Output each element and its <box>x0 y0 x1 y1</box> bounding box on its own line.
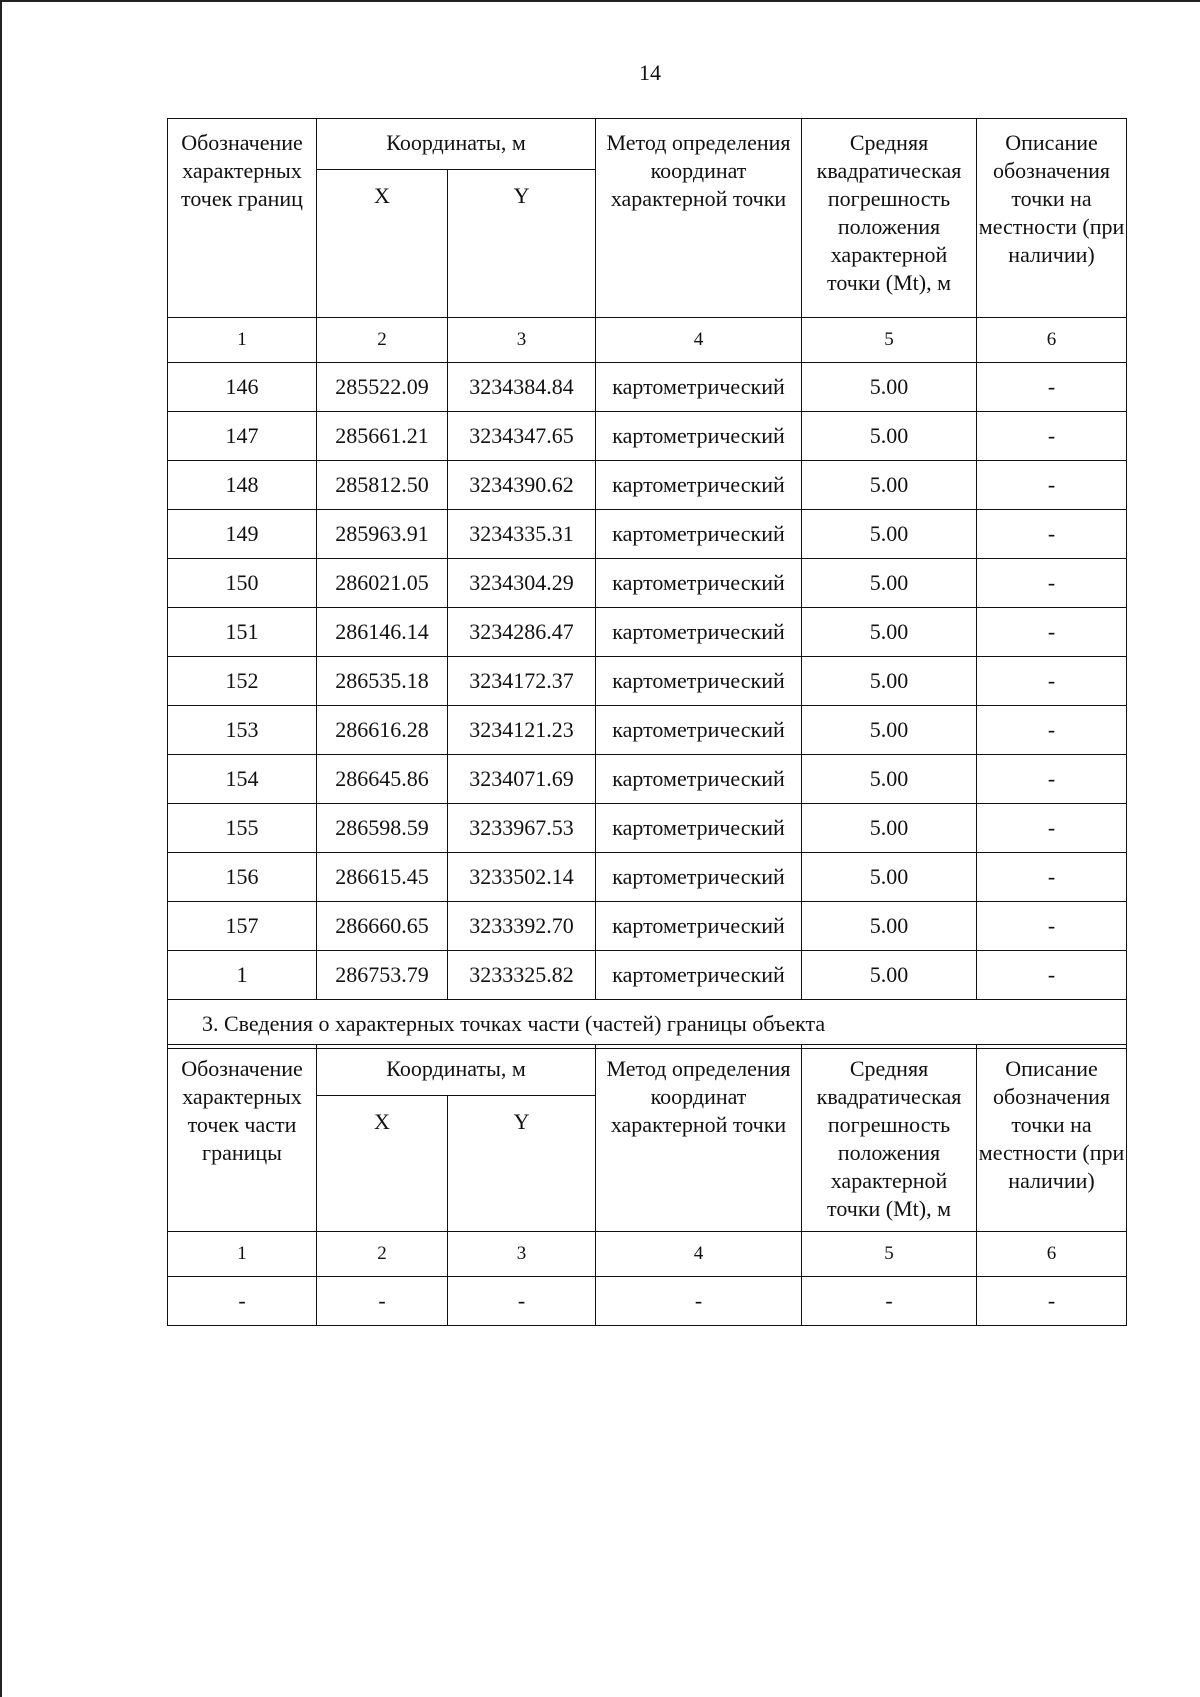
page-border-left <box>0 0 2 1697</box>
y-cell: 3234335.31 <box>448 510 596 559</box>
description-cell: - <box>977 608 1127 657</box>
x-cell: 286615.45 <box>317 853 448 902</box>
method-cell: картометрический <box>596 608 802 657</box>
table-row <box>168 755 1127 804</box>
method-cell: картометрический <box>596 755 802 804</box>
column-number: 4 <box>596 1232 802 1277</box>
description-cell: - <box>977 461 1127 510</box>
point-cell: 147 <box>168 412 317 461</box>
y-cell: 3234390.62 <box>448 461 596 510</box>
column-number: 3 <box>448 318 596 363</box>
point-cell: 157 <box>168 902 317 951</box>
x-cell: 286616.28 <box>317 706 448 755</box>
header-accuracy: Средняя квадратическая погрешность положения характерной точки (Mt), м <box>802 1045 977 1232</box>
description-cell: - <box>977 510 1127 559</box>
header-y: Y <box>448 1096 596 1232</box>
table-row <box>168 559 1127 608</box>
y-cell: 3234071.69 <box>448 755 596 804</box>
method-cell: картометрический <box>596 951 802 1000</box>
method-cell: картометрический <box>596 412 802 461</box>
table-row <box>168 412 1127 461</box>
point-cell: 148 <box>168 461 317 510</box>
description-cell: - <box>977 1277 1127 1326</box>
point-cell: 149 <box>168 510 317 559</box>
mt-cell: 5.00 <box>802 608 977 657</box>
table-row <box>168 706 1127 755</box>
method-cell: картометрический <box>596 902 802 951</box>
header-description: Описание обозначения точки на местности (при наличии) <box>977 119 1127 318</box>
method-cell: картометрический <box>596 657 802 706</box>
table-row <box>168 510 1127 559</box>
column-numbers-row <box>168 1232 1127 1277</box>
y-cell: 3234286.47 <box>448 608 596 657</box>
column-number: 2 <box>317 318 448 363</box>
y-cell: 3234384.84 <box>448 363 596 412</box>
mt-cell: 5.00 <box>802 755 977 804</box>
mt-cell: 5.00 <box>802 559 977 608</box>
table-row <box>168 461 1127 510</box>
column-number: 5 <box>802 1232 977 1277</box>
table-row <box>168 804 1127 853</box>
description-cell: - <box>977 363 1127 412</box>
description-cell: - <box>977 755 1127 804</box>
method-cell: картометрический <box>596 559 802 608</box>
header-accuracy: Средняя квадратическая погрешность положения характерной точки (Mt), м <box>802 119 977 318</box>
y-cell: 3233325.82 <box>448 951 596 1000</box>
column-number: 6 <box>977 318 1127 363</box>
point-cell: - <box>168 1277 317 1326</box>
x-cell: 285963.91 <box>317 510 448 559</box>
header-x: X <box>317 1096 448 1232</box>
mt-cell: 5.00 <box>802 902 977 951</box>
column-numbers-row <box>168 318 1127 363</box>
column-number: 3 <box>448 1232 596 1277</box>
description-cell: - <box>977 804 1127 853</box>
boundary-points-table <box>167 118 1127 1049</box>
mt-cell: 5.00 <box>802 853 977 902</box>
point-cell: 153 <box>168 706 317 755</box>
table-row <box>168 363 1127 412</box>
header-x: X <box>317 170 448 318</box>
method-cell: картометрический <box>596 853 802 902</box>
x-cell: 286021.05 <box>317 559 448 608</box>
point-cell: 152 <box>168 657 317 706</box>
description-cell: - <box>977 951 1127 1000</box>
x-cell: - <box>317 1277 448 1326</box>
mt-cell: 5.00 <box>802 510 977 559</box>
y-cell: 3234347.65 <box>448 412 596 461</box>
x-cell: 286146.14 <box>317 608 448 657</box>
table-row <box>168 1277 1127 1326</box>
description-cell: - <box>977 657 1127 706</box>
method-cell: картометрический <box>596 804 802 853</box>
part-boundary-points-table <box>167 1044 1127 1326</box>
description-cell: - <box>977 412 1127 461</box>
x-cell: 286535.18 <box>317 657 448 706</box>
header-method: Метод определения координат характерной точки <box>596 119 802 318</box>
method-cell: картометрический <box>596 461 802 510</box>
header-point-designation: Обозначение характерных точек границ <box>168 119 317 318</box>
table-row <box>168 902 1127 951</box>
x-cell: 286753.79 <box>317 951 448 1000</box>
y-cell: 3233967.53 <box>448 804 596 853</box>
column-number: 6 <box>977 1232 1127 1277</box>
mt-cell: 5.00 <box>802 951 977 1000</box>
y-cell: 3234121.23 <box>448 706 596 755</box>
mt-cell: 5.00 <box>802 804 977 853</box>
y-cell: 3233392.70 <box>448 902 596 951</box>
page-border-top <box>0 0 1200 2</box>
y-cell: 3234172.37 <box>448 657 596 706</box>
y-cell: 3233502.14 <box>448 853 596 902</box>
mt-cell: 5.00 <box>802 363 977 412</box>
header-method: Метод определения координат характерной точки <box>596 1045 802 1232</box>
x-cell: 285812.50 <box>317 461 448 510</box>
header-coordinates: Координаты, м <box>317 119 596 170</box>
point-cell: 146 <box>168 363 317 412</box>
header-point-designation: Обозначение характерных точек части границы <box>168 1045 317 1232</box>
point-cell: 151 <box>168 608 317 657</box>
x-cell: 285661.21 <box>317 412 448 461</box>
column-number: 4 <box>596 318 802 363</box>
mt-cell: 5.00 <box>802 412 977 461</box>
section-title: 3. Сведения о характерных точках части (частей) границы объекта <box>168 1000 1127 1049</box>
method-cell: картометрический <box>596 510 802 559</box>
point-cell: 1 <box>168 951 317 1000</box>
description-cell: - <box>977 706 1127 755</box>
column-number: 1 <box>168 318 317 363</box>
table-row <box>168 951 1127 1000</box>
header-description: Описание обозначения точки на местности (при наличии) <box>977 1045 1127 1232</box>
x-cell: 286598.59 <box>317 804 448 853</box>
page-number: 14 <box>639 60 661 85</box>
method-cell: картометрический <box>596 706 802 755</box>
mt-cell: 5.00 <box>802 461 977 510</box>
description-cell: - <box>977 853 1127 902</box>
y-cell: 3234304.29 <box>448 559 596 608</box>
x-cell: 286660.65 <box>317 902 448 951</box>
description-cell: - <box>977 902 1127 951</box>
point-cell: 155 <box>168 804 317 853</box>
point-cell: 156 <box>168 853 317 902</box>
method-cell: - <box>596 1277 802 1326</box>
mt-cell: 5.00 <box>802 657 977 706</box>
header-y: Y <box>448 170 596 318</box>
mt-cell: - <box>802 1277 977 1326</box>
column-number: 1 <box>168 1232 317 1277</box>
method-cell: картометрический <box>596 363 802 412</box>
header-coordinates: Координаты, м <box>317 1045 596 1096</box>
point-cell: 150 <box>168 559 317 608</box>
x-cell: 285522.09 <box>317 363 448 412</box>
table-row <box>168 657 1127 706</box>
table-row <box>168 853 1127 902</box>
point-cell: 154 <box>168 755 317 804</box>
mt-cell: 5.00 <box>802 706 977 755</box>
x-cell: 286645.86 <box>317 755 448 804</box>
description-cell: - <box>977 559 1127 608</box>
column-number: 2 <box>317 1232 448 1277</box>
table-row <box>168 608 1127 657</box>
y-cell: - <box>448 1277 596 1326</box>
column-number: 5 <box>802 318 977 363</box>
